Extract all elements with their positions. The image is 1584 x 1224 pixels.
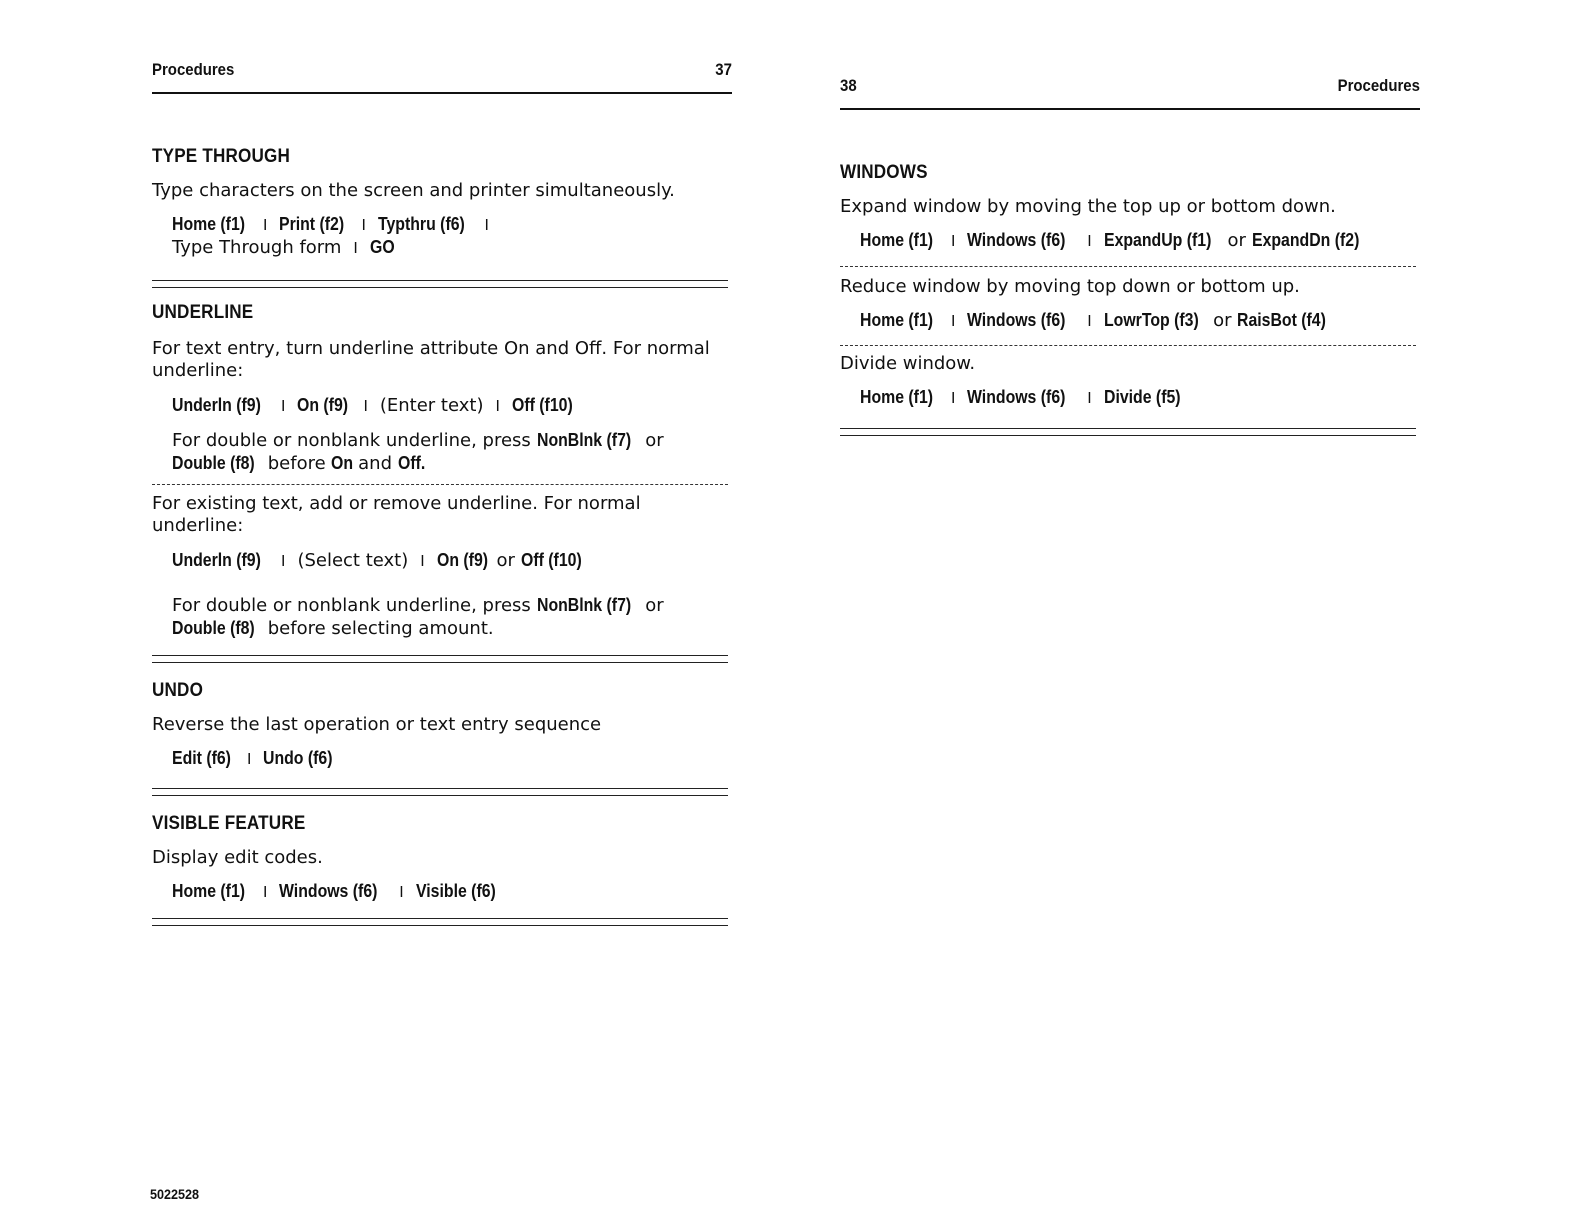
key: Windows (f6)	[967, 230, 1066, 250]
note-text: For double or nonblank underline, press	[172, 430, 531, 451]
header-rule	[840, 108, 1420, 110]
section-description: Display edit codes.	[152, 847, 323, 868]
note-text: or	[645, 430, 664, 451]
note-text: For double or nonblank underline, press	[172, 595, 531, 616]
key-sequence	[860, 309, 1420, 332]
page-header	[840, 76, 1420, 96]
key: Typthru (f6)	[377, 214, 465, 234]
key: LowrTop (f3)	[1103, 310, 1199, 330]
type-through-section	[152, 146, 732, 259]
note-text: or	[645, 595, 664, 616]
key: Home (f1)	[172, 881, 246, 901]
key: Divide (f5)	[1103, 387, 1181, 407]
section-divider	[840, 428, 1416, 436]
section-description: For text entry, turn underline attribute On and Off. For normal underline:	[152, 338, 710, 381]
key: Visible (f6)	[415, 881, 496, 901]
separator: I	[951, 312, 956, 330]
key: Home (f1)	[860, 230, 934, 250]
key: Home (f1)	[860, 310, 934, 330]
section-title: TYPE THROUGH	[152, 146, 291, 167]
header-page-number: 37	[715, 60, 732, 79]
section-description: Type characters on the screen and printer simultaneously.	[152, 180, 675, 201]
key: Windows (f6)	[967, 310, 1066, 330]
key: NonBlnk (f7)	[536, 430, 631, 450]
key: Underln (f9)	[172, 550, 261, 570]
separator: I	[361, 216, 366, 234]
key: On (f9)	[436, 550, 488, 570]
section-divider	[152, 280, 728, 288]
separator: I	[420, 552, 425, 570]
dashed-divider	[840, 345, 1416, 346]
section-divider	[152, 655, 728, 663]
section-title: UNDERLINE	[152, 302, 254, 323]
separator: I	[281, 552, 286, 570]
note-text: and	[358, 453, 393, 474]
key: On	[331, 453, 354, 473]
key-sequence	[860, 386, 1420, 409]
key: Windows (f6)	[967, 387, 1066, 407]
section-description: Reduce window by moving top down or bottom up.	[840, 276, 1300, 297]
note	[172, 429, 732, 475]
key: GO	[369, 237, 395, 257]
separator: I	[263, 216, 268, 234]
key: Home (f1)	[860, 387, 934, 407]
key: Underln (f9)	[172, 395, 261, 415]
step-text: (Enter text)	[379, 395, 484, 416]
separator: I	[951, 389, 956, 407]
separator: I	[247, 750, 252, 768]
key-sequence	[172, 394, 732, 417]
key: Off (f10)	[520, 550, 582, 570]
key: Double (f8)	[172, 453, 255, 473]
undo-section	[152, 680, 732, 770]
left-page	[152, 0, 732, 901]
key-sequence	[172, 213, 732, 236]
windows-reduce	[840, 276, 1420, 332]
key: Home (f1)	[172, 214, 246, 234]
windows-section	[840, 162, 1420, 252]
windows-divide	[840, 353, 1420, 409]
separator: I	[281, 397, 286, 415]
key: On (f9)	[297, 395, 349, 415]
separator: I	[263, 883, 268, 901]
note-text: before selecting amount.	[267, 618, 494, 639]
key: NonBlnk (f7)	[536, 595, 631, 615]
step-text: (Select text)	[297, 550, 409, 571]
header-rule	[152, 92, 732, 94]
dashed-divider	[152, 484, 728, 485]
header-page-number: 38	[840, 76, 857, 95]
key: Off.	[397, 453, 426, 473]
header-section: Procedures	[1337, 76, 1420, 95]
visible-feature-section	[152, 813, 732, 903]
key: Off (f10)	[511, 395, 573, 415]
right-page	[840, 0, 1420, 407]
key: Edit (f6)	[172, 748, 231, 768]
section-description: Expand window by moving the top up or bottom down.	[840, 196, 1336, 217]
key: RaisBot (f4)	[1237, 310, 1327, 330]
key: Windows (f6)	[279, 881, 378, 901]
separator: I	[363, 397, 368, 415]
key: Undo (f6)	[263, 748, 333, 768]
key-sequence	[172, 747, 732, 770]
key-sequence	[860, 229, 1420, 252]
section-divider	[152, 918, 728, 926]
key-sequence	[172, 880, 732, 903]
footer-code: 5022528	[150, 1186, 200, 1202]
underline-section	[152, 302, 732, 475]
section-description: For existing text, add or remove underline. For normal underline:	[152, 493, 641, 536]
step-text: or	[1213, 310, 1232, 331]
separator: I	[484, 216, 489, 234]
separator: I	[399, 883, 404, 901]
separator: I	[1087, 312, 1092, 330]
key-sequence	[172, 236, 732, 259]
key: Double (f8)	[172, 618, 255, 638]
key: ExpandDn (f2)	[1251, 230, 1359, 250]
header-section: Procedures	[152, 60, 235, 79]
dashed-divider	[840, 266, 1416, 267]
underline-existing	[152, 493, 732, 640]
section-description: Reverse the last operation or text entry sequence	[152, 714, 602, 735]
form-text: Type Through form	[172, 237, 342, 258]
page-header	[152, 60, 732, 80]
step-text: or	[1227, 230, 1246, 251]
section-title: UNDO	[152, 680, 204, 701]
separator: I	[951, 232, 956, 250]
note-text: before	[267, 453, 326, 474]
section-divider	[152, 788, 728, 796]
separator: I	[1087, 389, 1092, 407]
section-description: Divide window.	[840, 353, 976, 374]
key: ExpandUp (f1)	[1103, 230, 1212, 250]
section-title: WINDOWS	[840, 162, 928, 183]
note	[172, 594, 732, 640]
separator: I	[353, 239, 358, 257]
key: Print (f2)	[279, 214, 345, 234]
separator: I	[495, 397, 500, 415]
separator: I	[1087, 232, 1092, 250]
step-text: or	[496, 550, 515, 571]
key-sequence	[172, 549, 732, 572]
section-title: VISIBLE FEATURE	[152, 813, 306, 834]
